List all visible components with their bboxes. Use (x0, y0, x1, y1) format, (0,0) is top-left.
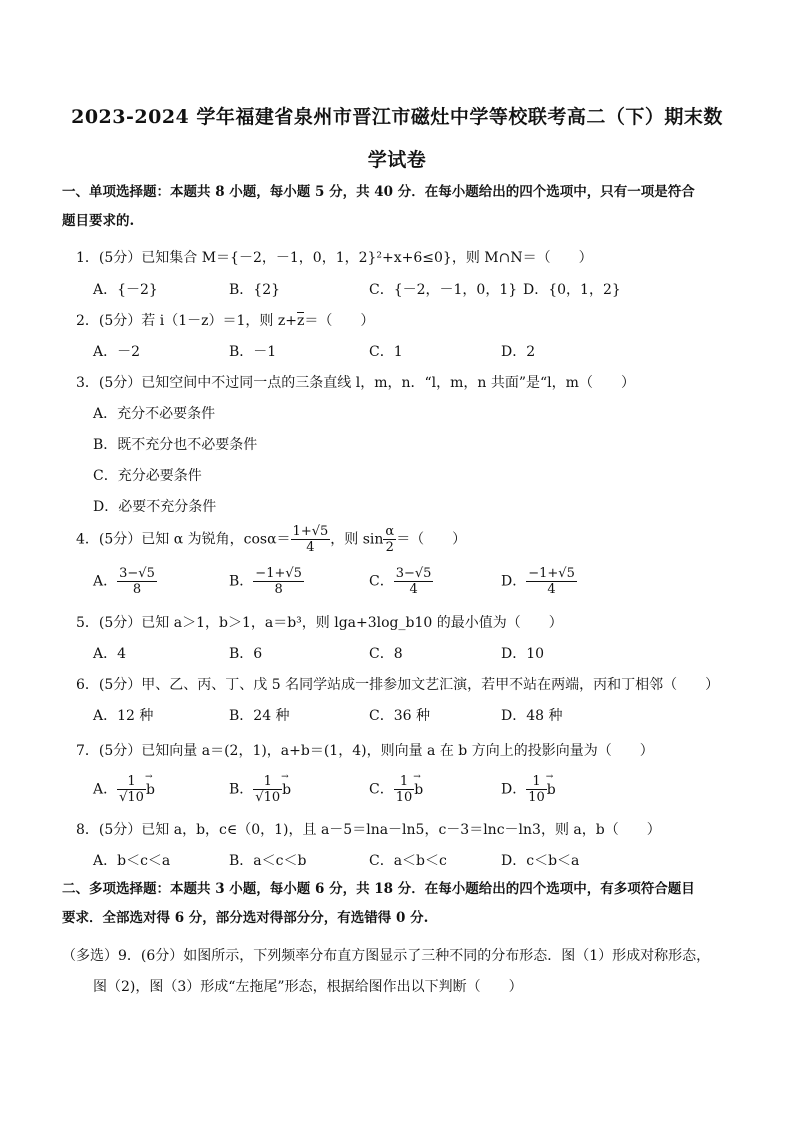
option-d-fraction (526, 566, 577, 597)
question-4-stem (76, 524, 736, 555)
question-3-option-b: B．既不充分也不必要条件 (93, 437, 258, 453)
denominator: 10 (528, 790, 545, 805)
question-9-line1: （多选）9．(6分）如图所示，下列频率分布直方图显示了三种不同的分布形态．图（1）形成对称形态， (62, 948, 711, 964)
question-3-option-a: A．充分不必要条件 (93, 406, 216, 422)
question-8-option-a: A．b＜c＜a (93, 853, 171, 869)
question-7-option-c (369, 774, 423, 805)
denominator: 4 (409, 582, 418, 597)
option-b-label: B． (229, 573, 254, 590)
question-8-stem: 8．(5分）已知 a，b，c∈（0，1)，且 a－5＝lna－ln5，c－3＝lnc－ln3，则 a，b（ ） (76, 822, 661, 838)
exam-title-line1: 2023-2024 学年福建省泉州市晋江市磁灶中学等校联考高二（下）期末数 (71, 106, 723, 128)
question-2-stem-pre: 2．(5分）若 i（1－z）＝1，则 z+ (76, 313, 297, 329)
option-b-fraction (253, 566, 304, 597)
option-c-label: C． (369, 573, 394, 590)
question-5-option-a: A．4 (93, 646, 127, 662)
numerator: 3−√5 (119, 566, 155, 581)
question-4-option-a (93, 566, 157, 597)
question-2-stem (76, 310, 736, 330)
vector-b: → b (282, 782, 291, 798)
question-1-option-d: D．{0，1，2} (523, 282, 621, 298)
question-2-option-d: D．2 (501, 344, 536, 360)
question-6-stem: 6．(5分）甲、乙、丙、丁、戊 5 名同学站成一排参加文艺汇演，若甲不站在两端，丙和丁相邻（ ） (76, 677, 720, 693)
question-4-option-b (229, 566, 304, 597)
question-3-option-c: C．充分必要条件 (93, 468, 202, 484)
question-9-line2: 图（2)，图（3）形成“左拖尾”形态，根据给图作出以下判断（ ） (93, 979, 523, 995)
question-7-option-d (501, 774, 556, 805)
question-6-option-a: A．12 种 (93, 708, 154, 724)
vector-b: → b (547, 782, 556, 798)
denominator: 8 (274, 582, 283, 597)
question-1-option-c: C．{－2，－1，0，1} (369, 282, 518, 298)
option-a-label: A． (93, 781, 118, 798)
numerator: 1 (526, 774, 547, 790)
denominator: √10 (255, 790, 281, 805)
numerator: −1+√5 (528, 566, 575, 581)
option-d-label: D． (501, 573, 527, 590)
vector-b: → b (414, 782, 423, 798)
question-4-stem-mid: ，则 sin (330, 531, 384, 548)
exam-title-line2: 学试卷 (367, 149, 427, 171)
question-8-option-c: C．a＜b＜c (369, 853, 447, 869)
question-6-option-d: D．48 种 (501, 708, 563, 724)
question-4-stem-pre: 4．(5分）已知 α 为锐角，cosα＝ (76, 531, 291, 548)
question-1-option-a: A．{－2} (93, 282, 158, 298)
question-5-option-d: D．10 (501, 646, 545, 662)
question-3-stem: 3．(5分）已知空间中不过同一点的三条直线 l，m，n．“l，m，n 共面”是“l，m（ ） (76, 375, 635, 391)
question-5-stem: 5．(5分）已知 a＞1，b＞1，a＝b³，则 lga+3log_b10 的最小值为（ ） (76, 615, 563, 631)
question-2-stem-post: ＝（ ） (304, 313, 375, 329)
option-a-fraction (117, 566, 157, 597)
cos-numerator: 1+√5 (292, 524, 329, 539)
question-4-option-c (369, 566, 433, 597)
section-one-line1: 一、单项选择题：本题共 8 小题，每小题 5 分，共 40 分．在每小题给出的四个选项中，只有一项是符合 (62, 184, 695, 200)
question-6-option-b: B．24 种 (229, 708, 290, 724)
denominator: 10 (395, 790, 413, 805)
sin-numerator: α (385, 524, 395, 539)
denominator: 4 (547, 582, 556, 597)
question-8-option-d: D．c＜b＜a (501, 853, 580, 869)
vector-b: → b (146, 782, 155, 798)
question-3-option-d: D．必要不充分条件 (93, 499, 217, 515)
question-1-stem: 1．(5分）已知集合 M＝{－2，－1，0，1，2}²+x+6≤0}，则 M∩N＝（ ） (76, 250, 593, 266)
question-8-option-b: B．a＜c＜b (229, 853, 307, 869)
section-two-header (62, 875, 732, 933)
question-5-option-c: C．8 (369, 646, 403, 662)
question-2-option-c: C．1 (369, 344, 403, 360)
option-c-label: C． (369, 781, 394, 798)
section-two-line1: 二、多项选择题：本题共 3 小题，每小题 6 分，共 18 分．在每小题给出的四个选项中，有多项符合题目 (62, 881, 695, 897)
denominator: 8 (132, 582, 142, 597)
option-a-fraction (117, 774, 146, 805)
section-two-line2: 要求．全部选对得 6 分，部分选对得部分分，有选错得 0 分. (62, 910, 429, 926)
question-7-option-b (229, 774, 291, 805)
question-4-sin-fraction (383, 524, 396, 555)
question-7-stem: 7．(5分）已知向量 a＝(2，1)，a+b＝(1，4)，则向量 a 在 b 方向上的投影向量为（ ） (76, 743, 654, 759)
option-d-fraction (526, 774, 547, 805)
numerator: 1 (117, 774, 146, 790)
question-6-option-c: C．36 种 (369, 708, 430, 724)
question-2-conjugate: z (296, 313, 305, 329)
option-b-fraction (253, 774, 282, 805)
option-a-label: A． (93, 573, 118, 590)
section-one-line2: 题目要求的. (62, 213, 135, 229)
question-4-cos-fraction (291, 524, 331, 555)
question-1-option-b: B．{2} (229, 282, 281, 298)
option-b-label: B． (229, 781, 254, 798)
question-4-option-d (501, 566, 577, 597)
question-5-option-b: B．6 (229, 646, 263, 662)
numerator: 1 (253, 774, 282, 790)
question-2-option-a: A．－2 (93, 344, 141, 360)
question-7-option-a (93, 774, 155, 805)
numerator: 1 (394, 774, 415, 790)
option-c-fraction (394, 566, 434, 597)
cos-denominator: 4 (306, 540, 315, 555)
denominator: √10 (119, 790, 144, 805)
option-c-fraction (394, 774, 415, 805)
option-d-label: D． (501, 781, 527, 798)
question-4-stem-post: ＝（ ） (396, 531, 467, 548)
sin-denominator: 2 (385, 540, 394, 555)
numerator: −1+√5 (255, 566, 302, 581)
section-one-header (62, 178, 732, 236)
question-2-option-b: B．－1 (229, 344, 277, 360)
numerator: 3−√5 (395, 566, 432, 581)
